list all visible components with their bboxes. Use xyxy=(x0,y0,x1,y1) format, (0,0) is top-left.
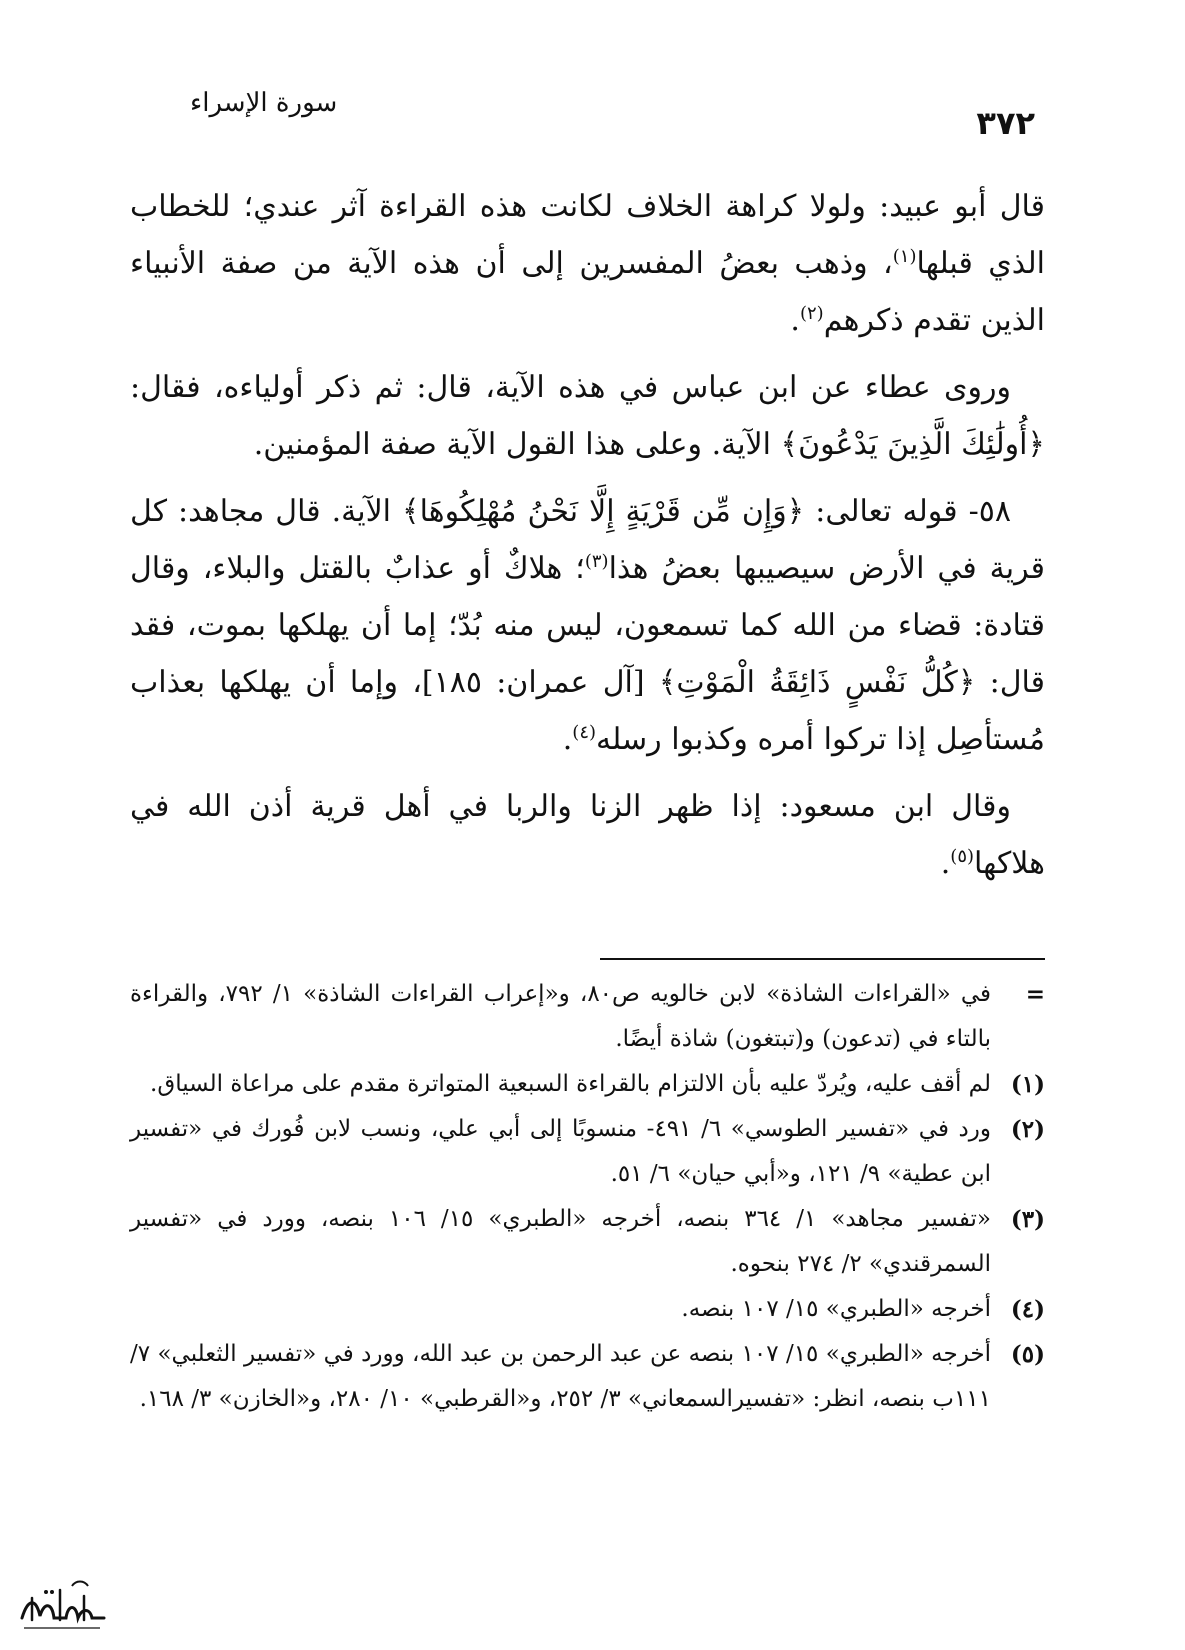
footnote-1 xyxy=(130,1062,1045,1107)
p3-text-d: [آل عمران: ١٨٥]، وإما أن يهلكها بعذاب مُستأصِل إذا تركوا أمره وكذبوا رسله xyxy=(130,665,1045,757)
footnote-text: في «القراءات الشاذة» لابن خالويه ص٨٠، و«إعراب القراءات الشاذة» ١/ ٧٩٢، والقراءة بالتاء في (تدعون) و(تبتغون) شاذة أيضًا. xyxy=(130,981,991,1052)
page-header xyxy=(150,88,1035,148)
running-title: سورة الإسراء xyxy=(190,88,338,118)
footnote-ref-3: (٣) xyxy=(584,551,609,572)
footnote-4 xyxy=(130,1287,1045,1332)
footnote-2 xyxy=(130,1107,1045,1197)
p1-text-c: . xyxy=(790,303,800,338)
footnote-divider xyxy=(600,958,1045,960)
footnote-ref-4: (٤) xyxy=(572,722,597,743)
paragraph-4 xyxy=(130,778,1045,892)
footnote-text: «تفسير مجاهد» ١/ ٣٦٤ بنصه، أخرجه «الطبري» ١٥/ ١٠٦ بنصه، وورد في «تفسير السمرقندي» ٢/ ٢٧٤ بنحوه. xyxy=(130,1206,991,1277)
footnote-mark: (٢) xyxy=(1010,1116,1045,1143)
footnote-mark: (٥) xyxy=(1010,1341,1045,1368)
footnote-mark: (٣) xyxy=(1010,1206,1045,1233)
paragraph-1 xyxy=(130,178,1045,349)
page-number: ٣٧٢ xyxy=(976,104,1035,142)
footnote-mark: = xyxy=(1025,981,1045,1008)
quran-verse-2: ﴿وَإِن مِّن قَرْيَةٍ إِلَّا نَحْنُ مُهْلِكُوهَا﴾ xyxy=(402,494,805,529)
p4-text-b: . xyxy=(940,846,951,881)
p2-text-b: الآية. وعلى هذا القول الآية صفة المؤمنين. xyxy=(253,427,781,462)
p1-text-b: ، وذهب بعضُ المفسرين إلى أن هذه الآية من صفة الأنبياء الذين تقدم ذكرهم xyxy=(130,246,1045,338)
quran-verse-3: ﴿كُلُّ نَفْسٍ ذَائِقَةُ الْمَوْتِ﴾ xyxy=(658,665,976,700)
footnote-text: أخرجه «الطبري» ١٥/ ١٠٧ بنصه عن عبد الرحمن بن عبد الله، وورد في «تفسير الثعلبي» ٧/ ١١١ب بنصه، انظر: «تفسيرالسمعاني» ٣/ ٢٥٢، و«القرطبي» ١٠/ ٢٨٠، و«الخازن» ٣/ ١٦٨. xyxy=(130,1341,991,1412)
paragraph-2 xyxy=(130,359,1045,473)
footnote-3 xyxy=(130,1197,1045,1287)
footnote-text: ورد في «تفسير الطوسي» ٦/ ٤٩١- منسوبًا إلى أبي علي، ونسب لابن فُورك في «تفسير ابن عطية» ٩/ ١٢١، و«أبي حيان» ٦/ ٥١. xyxy=(130,1116,992,1187)
footnote-text: أخرجه «الطبري» ١٥/ ١٠٧ بنصه. xyxy=(681,1296,991,1322)
footnote-ref-2: (٢) xyxy=(799,303,824,324)
publisher-logo-icon xyxy=(14,1568,110,1638)
p3-text-c: ؛ هلاكٌ أو عذابٌ بالقتل والبلاء، وقال قتادة: قضاء من الله كما تسمعون، ليس منه بُدّ؛ إما أن يهلكها بموت، فقد قال: xyxy=(130,551,1046,700)
quran-verse-1: ﴿أُولَٰئِكَ الَّذِينَ يَدْعُونَ﴾ xyxy=(780,427,1045,462)
footnote-text: لم أقف عليه، ويُردّ عليه بأن الالتزام بالقراءة السبعية المتواترة مقدم على مراعاة السياق. xyxy=(150,1071,991,1097)
footnote-ref-1: (١) xyxy=(892,246,917,267)
p1-text-a: قال أبو عبيد: ولولا كراهة الخلاف لكانت هذه القراءة آثر عندي؛ للخطاب الذي قبلها xyxy=(130,189,1045,281)
footnote-5 xyxy=(130,1332,1045,1422)
p2-text-a: وروى عطاء عن ابن عباس في هذه الآية، قال: ثم ذكر أولياءه، فقال: xyxy=(130,370,1011,405)
p3-text-a: ٥٨- قوله تعالى: xyxy=(804,494,1011,529)
footnotes xyxy=(130,972,1045,1422)
footnote-continuation xyxy=(130,972,1045,1062)
footnote-ref-5: (٥) xyxy=(950,846,975,867)
p3-text-e: . xyxy=(562,722,573,757)
footnote-mark: (١) xyxy=(1010,1071,1045,1098)
p3-text-b: الآية. قال مجاهد: كل قرية في الأرض سيصيبها بعضُ هذا xyxy=(130,494,1046,586)
p4-text-a: وقال ابن مسعود: إذا ظهر الزنا والربا في أهل قرية أذن الله في هلاكها xyxy=(130,789,1045,881)
footnote-mark: (٤) xyxy=(1010,1296,1045,1323)
main-text xyxy=(130,178,1045,902)
paragraph-3 xyxy=(130,483,1045,768)
